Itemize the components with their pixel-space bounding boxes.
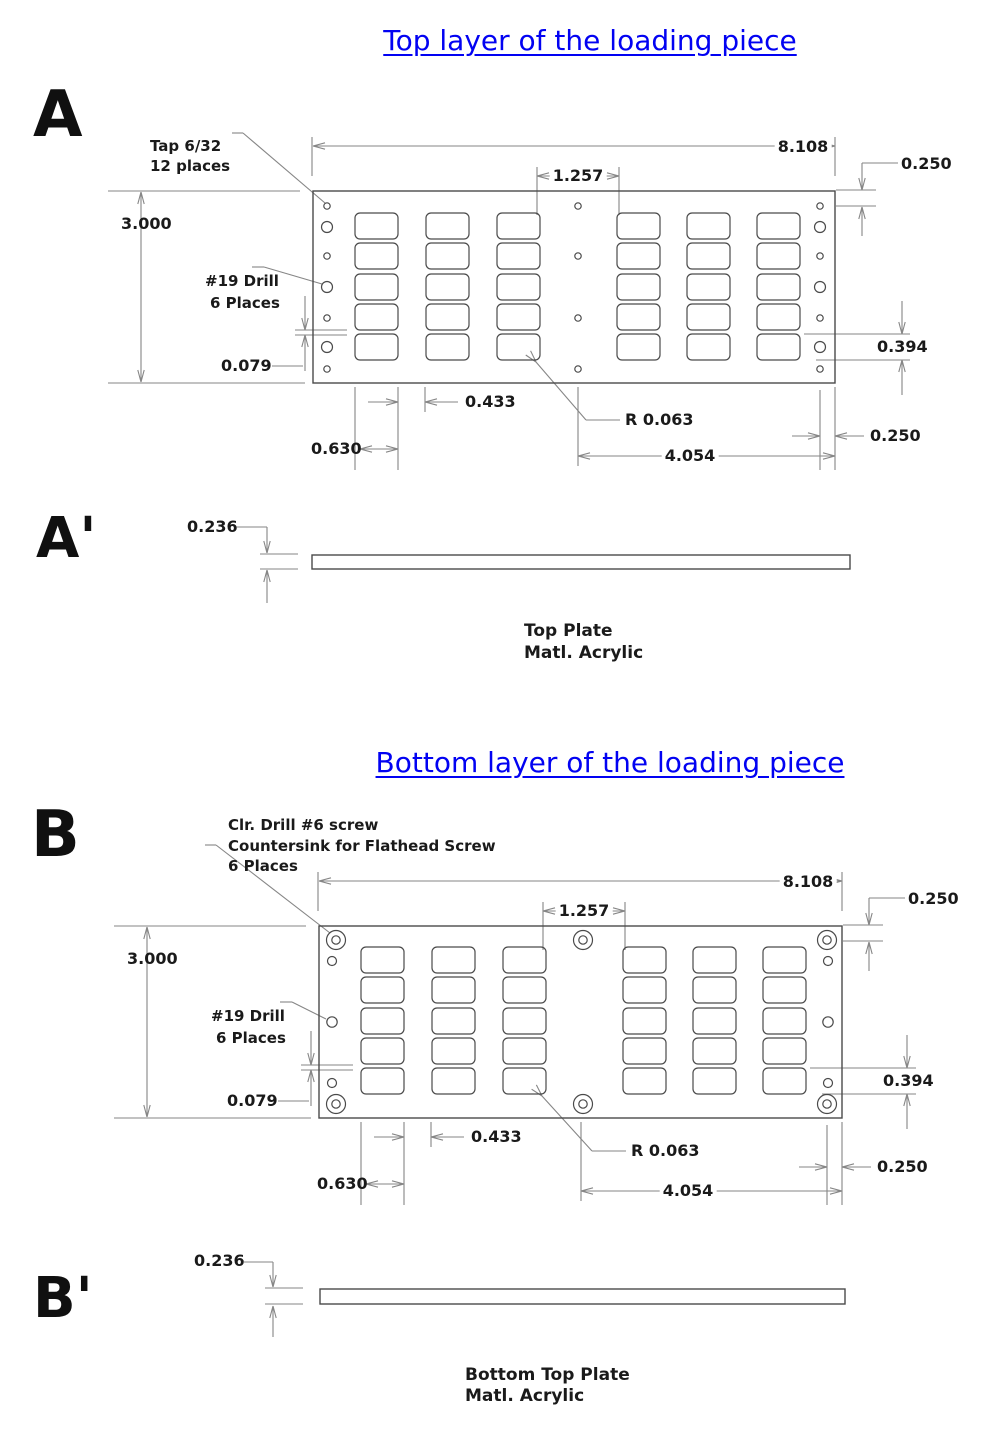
dim-overall-height-a: 3.000 — [121, 214, 172, 233]
dim-slot-row-height-b: 0.394 — [883, 1071, 934, 1090]
page-title-top: Top layer of the loading piece — [383, 24, 797, 57]
dim-right-edge-offset-a: 0.250 — [870, 426, 921, 445]
section-label-a-prime: A' — [36, 506, 97, 571]
dim-center-gap-a: 1.257 — [550, 167, 607, 185]
dim-right-edge-offset-b: 0.250 — [877, 1157, 928, 1176]
note-drill-b-line1: #19 Drill — [211, 1007, 285, 1025]
dim-slot-gap-a: 0.433 — [465, 392, 516, 411]
view-label-b: B — [31, 798, 80, 872]
section-label-b-prime: B' — [33, 1266, 93, 1331]
page-title-bottom: Bottom layer of the loading piece — [375, 746, 845, 779]
note-csk-line2: Countersink for Flathead Screw — [228, 837, 496, 855]
dim-thickness-b: 0.236 — [194, 1251, 245, 1270]
note-csk-line3: 6 Places — [228, 857, 298, 875]
dim-hole-offset-b: 0.079 — [227, 1091, 278, 1110]
dim-top-edge-offset-b: 0.250 — [908, 889, 959, 908]
dim-slot-radius-a: R 0.063 — [625, 410, 694, 429]
caption-bottom-plate-line2: Matl. Acrylic — [465, 1386, 585, 1406]
dim-slot-radius-b: R 0.063 — [631, 1141, 700, 1160]
dim-center-gap-b: 1.257 — [556, 902, 613, 920]
note-tap-line1: Tap 6/32 — [150, 137, 222, 155]
note-drill-a-line1: #19 Drill — [205, 272, 279, 290]
dim-slot-width-a: 0.630 — [311, 439, 362, 458]
dim-overall-width-a: 8.108 — [775, 138, 832, 156]
caption-top-plate-line1: Top Plate — [524, 621, 613, 641]
dim-slot-row-height-a: 0.394 — [877, 337, 928, 356]
dim-thickness-a: 0.236 — [187, 517, 238, 536]
note-drill-a-line2: 6 Places — [210, 294, 280, 312]
dim-slot-width-b: 0.630 — [317, 1174, 368, 1193]
dim-slot-gap-b: 0.433 — [471, 1127, 522, 1146]
dim-half-width-a: 4.054 — [662, 447, 719, 465]
note-csk-line1: Clr. Drill #6 screw — [228, 816, 379, 834]
caption-bottom-plate-line1: Bottom Top Plate — [465, 1365, 630, 1385]
dim-overall-height-b: 3.000 — [127, 949, 178, 968]
dim-top-edge-offset-a: 0.250 — [901, 154, 952, 173]
dimension-lines — [108, 133, 916, 1337]
dim-half-width-b: 4.054 — [660, 1182, 717, 1200]
dim-overall-width-b: 8.108 — [780, 873, 837, 891]
view-label-a: A — [33, 78, 83, 152]
dim-hole-offset-a: 0.079 — [221, 356, 272, 375]
note-tap-line2: 12 places — [150, 157, 231, 175]
note-drill-b-line2: 6 Places — [216, 1029, 286, 1047]
caption-top-plate-line2: Matl. Acrylic — [524, 643, 644, 663]
